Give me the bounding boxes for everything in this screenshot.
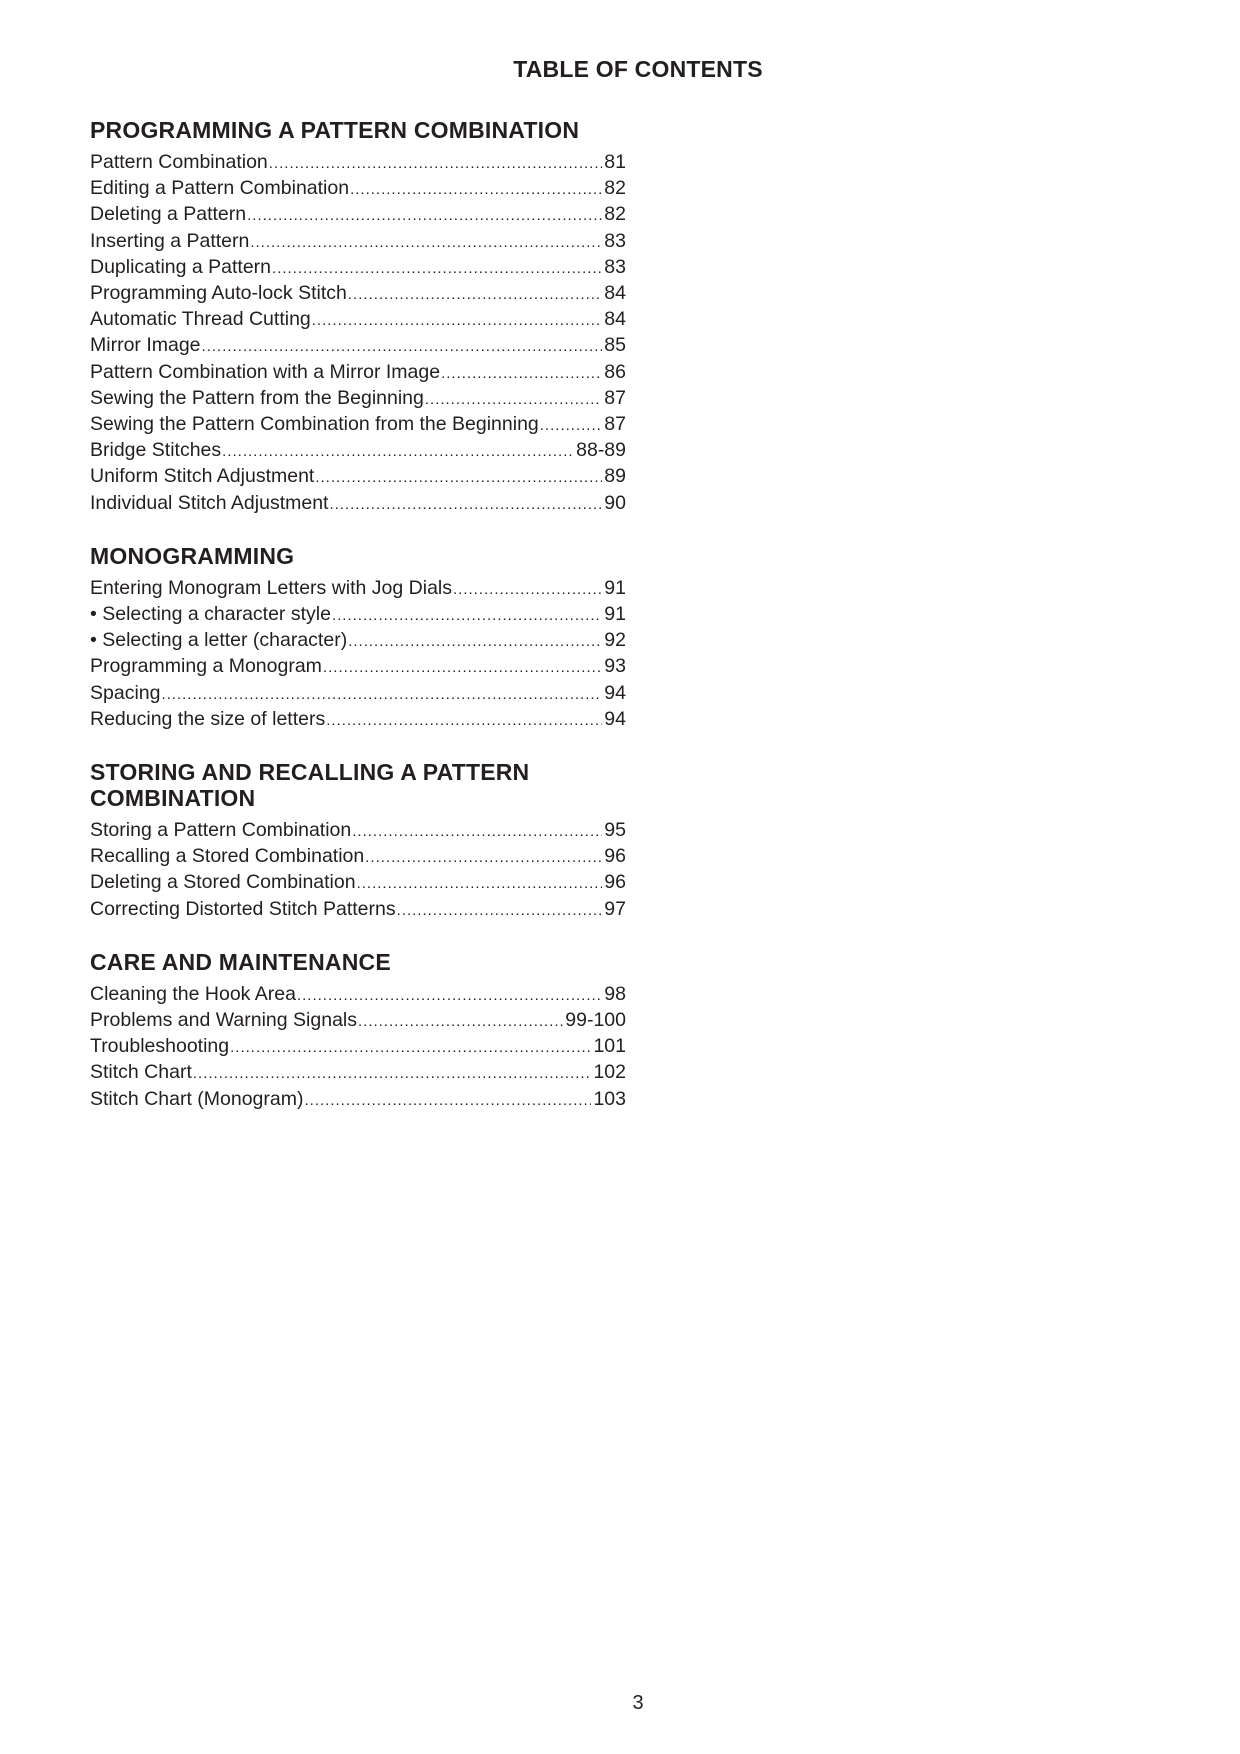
dot-leader bbox=[350, 177, 602, 202]
toc-entry[interactable] bbox=[90, 1060, 626, 1086]
toc-entry-page: 85 bbox=[604, 334, 626, 357]
toc-entry-page: 98 bbox=[604, 982, 626, 1005]
dot-leader bbox=[315, 465, 602, 490]
dot-leader bbox=[425, 387, 602, 412]
toc-entry-page: 81 bbox=[604, 151, 626, 173]
toc-entry[interactable] bbox=[90, 281, 626, 307]
toc-entry[interactable] bbox=[90, 897, 626, 923]
dot-leader bbox=[297, 983, 602, 1008]
toc-entry-page: 83 bbox=[604, 255, 626, 278]
toc-entry-label: Correcting Distorted Stitch Patterns bbox=[90, 897, 396, 920]
toc-entry[interactable] bbox=[90, 464, 626, 490]
toc-entry[interactable] bbox=[90, 870, 626, 896]
toc-entry-page: 90 bbox=[604, 491, 626, 514]
toc-entry-label: Bridge Stitches bbox=[90, 439, 222, 462]
toc-section bbox=[90, 117, 626, 517]
toc-entry-page: 84 bbox=[604, 308, 626, 331]
toc-entry-label: Troubleshooting bbox=[90, 1035, 230, 1058]
toc-entry[interactable] bbox=[90, 491, 626, 517]
section-title: MONOGRAMMING bbox=[90, 542, 295, 569]
dot-leader bbox=[193, 1061, 592, 1086]
toc-entry[interactable] bbox=[90, 576, 626, 602]
toc-entry[interactable] bbox=[90, 202, 626, 228]
toc-entry-page: 88-89 bbox=[576, 439, 626, 462]
dot-leader bbox=[250, 230, 602, 255]
toc-entry-label: • Selecting a letter (character) bbox=[90, 629, 348, 652]
toc-entry-label: Cleaning the Hook Area bbox=[90, 982, 296, 1005]
toc-entry[interactable] bbox=[90, 818, 626, 844]
section-title: PROGRAMMING A PATTERN COMBINATION bbox=[90, 117, 580, 143]
toc-entry[interactable] bbox=[90, 229, 626, 255]
toc-entry-label: Pattern Combination bbox=[90, 151, 268, 173]
section-title: CARE AND MAINTENANCE bbox=[90, 948, 391, 975]
dot-leader bbox=[323, 655, 602, 680]
table-of-contents bbox=[90, 117, 626, 1139]
toc-entry-page: 94 bbox=[604, 681, 626, 704]
toc-entry-page: 87 bbox=[604, 413, 626, 436]
toc-entry[interactable] bbox=[90, 307, 626, 333]
toc-entry-label: Problems and Warning Signals bbox=[90, 1009, 357, 1032]
toc-entry-label: • Selecting a character style bbox=[90, 603, 331, 626]
dot-leader bbox=[230, 1035, 591, 1060]
toc-entry-page: 87 bbox=[604, 386, 626, 409]
dot-leader bbox=[272, 256, 602, 281]
toc-entry[interactable] bbox=[90, 1087, 626, 1113]
dot-leader bbox=[453, 577, 602, 602]
toc-section bbox=[90, 949, 626, 1113]
toc-entry-label: Editing a Pattern Combination bbox=[90, 177, 350, 200]
toc-entry[interactable] bbox=[90, 844, 626, 870]
dot-leader bbox=[540, 413, 603, 438]
toc-entry-page: 82 bbox=[604, 177, 626, 200]
dot-leader bbox=[332, 603, 602, 628]
dot-leader bbox=[348, 629, 602, 654]
toc-entry[interactable] bbox=[90, 333, 626, 359]
toc-entry-page: 96 bbox=[604, 871, 626, 894]
dot-leader bbox=[352, 819, 602, 844]
toc-entry[interactable] bbox=[90, 386, 626, 412]
toc-entry[interactable] bbox=[90, 681, 626, 707]
dot-leader bbox=[161, 682, 602, 707]
toc-entry-page: 94 bbox=[604, 707, 626, 730]
dot-leader bbox=[312, 308, 603, 333]
toc-section bbox=[90, 759, 626, 923]
toc-entry-label: Deleting a Stored Combination bbox=[90, 871, 356, 894]
page-number: 3 bbox=[632, 1692, 644, 1714]
toc-entry[interactable] bbox=[90, 1008, 626, 1034]
page-title: TABLE OF CONTENTS bbox=[513, 56, 763, 82]
toc-entry-page: 95 bbox=[604, 819, 626, 842]
dot-leader bbox=[326, 708, 602, 733]
toc-entry-label: Uniform Stitch Adjustment bbox=[90, 465, 315, 488]
toc-section bbox=[90, 543, 626, 733]
toc-entry-label: Deleting a Pattern bbox=[90, 203, 247, 226]
dot-leader bbox=[269, 151, 603, 176]
toc-entry-label: Inserting a Pattern bbox=[90, 229, 250, 252]
toc-entry-page: 96 bbox=[604, 845, 626, 868]
toc-entry-page: 99-100 bbox=[565, 1009, 626, 1032]
toc-entry[interactable] bbox=[90, 982, 626, 1008]
toc-entry-page: 103 bbox=[593, 1087, 626, 1110]
toc-entry[interactable] bbox=[90, 602, 626, 628]
toc-entry-label: Automatic Thread Cutting bbox=[90, 308, 311, 331]
dot-leader bbox=[202, 334, 603, 359]
dot-leader bbox=[441, 361, 602, 386]
toc-entry-label: Sewing the Pattern from the Beginning bbox=[90, 386, 424, 409]
dot-leader bbox=[304, 1088, 591, 1113]
toc-entry-label: Reducing the size of letters bbox=[90, 707, 326, 730]
toc-entry[interactable] bbox=[90, 412, 626, 438]
toc-entry-page: 89 bbox=[604, 465, 626, 488]
dot-leader bbox=[348, 282, 602, 307]
toc-entry[interactable] bbox=[90, 707, 626, 733]
toc-entry-label: Duplicating a Pattern bbox=[90, 255, 272, 278]
toc-entry-page: 92 bbox=[604, 629, 626, 652]
dot-leader bbox=[329, 492, 602, 517]
toc-entry-page: 82 bbox=[604, 203, 626, 226]
dot-leader bbox=[247, 203, 602, 228]
toc-entry-label: Programming Auto-lock Stitch bbox=[90, 282, 347, 305]
toc-entry-label: Individual Stitch Adjustment bbox=[90, 491, 329, 514]
toc-entry[interactable] bbox=[90, 654, 626, 680]
toc-entry[interactable] bbox=[90, 438, 626, 464]
section-title: STORING AND RECALLING A PATTERN COMBINATION bbox=[90, 759, 530, 812]
toc-entry[interactable] bbox=[90, 255, 626, 281]
toc-entry-page: 102 bbox=[593, 1061, 626, 1084]
toc-entry-label: Sewing the Pattern Combination from the Beginning bbox=[90, 413, 539, 436]
toc-entry-label: Programming a Monogram bbox=[90, 655, 322, 678]
dot-leader bbox=[222, 439, 574, 464]
toc-entry-label: Entering Monogram Letters with Jog Dials bbox=[90, 576, 452, 599]
toc-entry-label: Recalling a Stored Combination bbox=[90, 845, 365, 868]
toc-entry-label: Pattern Combination with a Mirror Image bbox=[90, 360, 441, 383]
toc-entry-page: 83 bbox=[604, 229, 626, 252]
toc-entry-page: 97 bbox=[604, 897, 626, 920]
toc-entry-page: 84 bbox=[604, 282, 626, 305]
toc-entry-label: Spacing bbox=[90, 681, 161, 704]
toc-entry[interactable] bbox=[90, 176, 626, 202]
toc-entry-page: 101 bbox=[593, 1035, 626, 1058]
toc-entry-label: Storing a Pattern Combination bbox=[90, 819, 352, 842]
toc-entry-label: Stitch Chart (Monogram) bbox=[90, 1087, 304, 1110]
toc-entry-page: 86 bbox=[604, 360, 626, 383]
dot-leader bbox=[358, 1009, 563, 1034]
toc-entry-page: 91 bbox=[604, 603, 626, 626]
dot-leader bbox=[365, 845, 602, 870]
toc-entry-page: 91 bbox=[604, 576, 626, 599]
toc-entry[interactable] bbox=[90, 1034, 626, 1060]
toc-entry[interactable] bbox=[90, 150, 626, 176]
toc-entry[interactable] bbox=[90, 628, 626, 654]
dot-leader bbox=[397, 898, 603, 923]
toc-entry[interactable] bbox=[90, 360, 626, 386]
toc-entry-label: Stitch Chart bbox=[90, 1061, 192, 1084]
dot-leader bbox=[357, 871, 603, 896]
toc-entry-label: Mirror Image bbox=[90, 334, 201, 357]
toc-entry-page: 93 bbox=[604, 655, 626, 678]
